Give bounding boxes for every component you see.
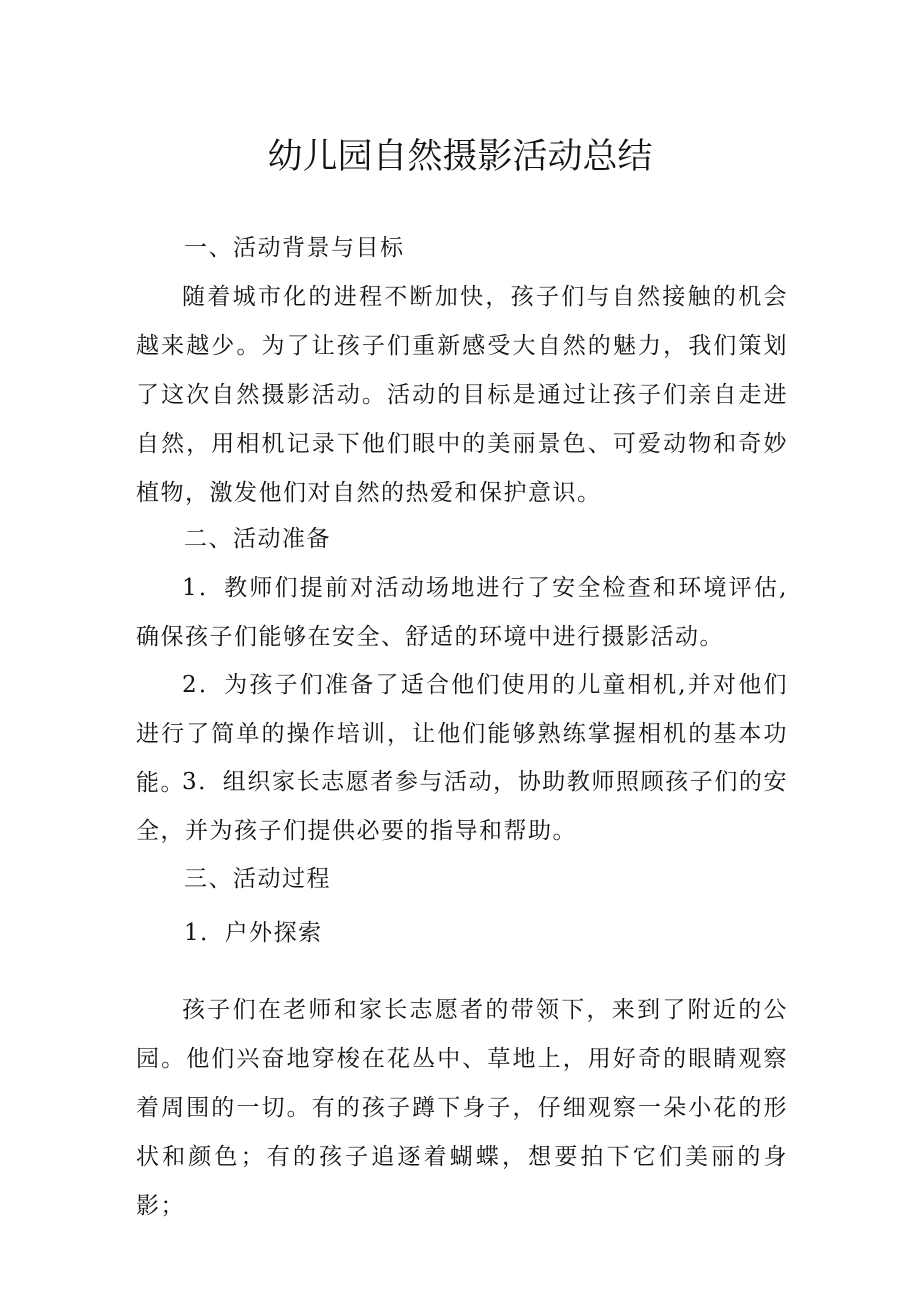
- list-item-preparation-1: 1．教师们提前对活动场地进行了安全检查和环境评估,确保孩子们能够在安全、舒适的环境中进行摄影活动。: [136, 575, 788, 650]
- paragraph-outdoor-exploration: 孩子们在老师和家长志愿者的带领下，来到了附近的公园。他们兴奋地穿梭在花丛中、草地上，用好奇的眼睛观察着周围的一切。有的孩子蹲下身子，仔细观察一朵小花的形状和颜色；有的孩子追逐着蝴蝶，想要拍下它们美丽的身影；: [136, 997, 788, 1219]
- page-title: 幼儿园自然摄影活动总结: [267, 137, 653, 177]
- section-heading-preparation: 二、活动准备: [184, 526, 331, 552]
- section-heading-process: 三、活动过程: [184, 866, 331, 892]
- section-heading-background: 一、活动背景与目标: [184, 235, 405, 261]
- subheading-outdoor-exploration: 1．户外探索: [184, 920, 323, 946]
- paragraph-background: 随着城市化的进程不断加快，孩子们与自然接触的机会越来越少。为了让孩子们重新感受大自然的魅力，我们策划了这次自然摄影活动。活动的目标是通过让孩子们亲自走进自然，用相机记录下他们眼中的美丽景色、可爱动物和奇妙植物，激发他们对自然的热爱和保护意识。: [136, 284, 788, 506]
- list-item-preparation-2: 2．为孩子们准备了适合他们使用的儿童相机,并对他们进行了简单的操作培训，让他们能够熟练掌握相机的基本功能。: [136, 672, 788, 796]
- list-item-preparation-3: 3．组织家长志愿者参与活动，协助教师照顾孩子们的安全，并为孩子们提供必要的指导和帮助。: [136, 769, 788, 844]
